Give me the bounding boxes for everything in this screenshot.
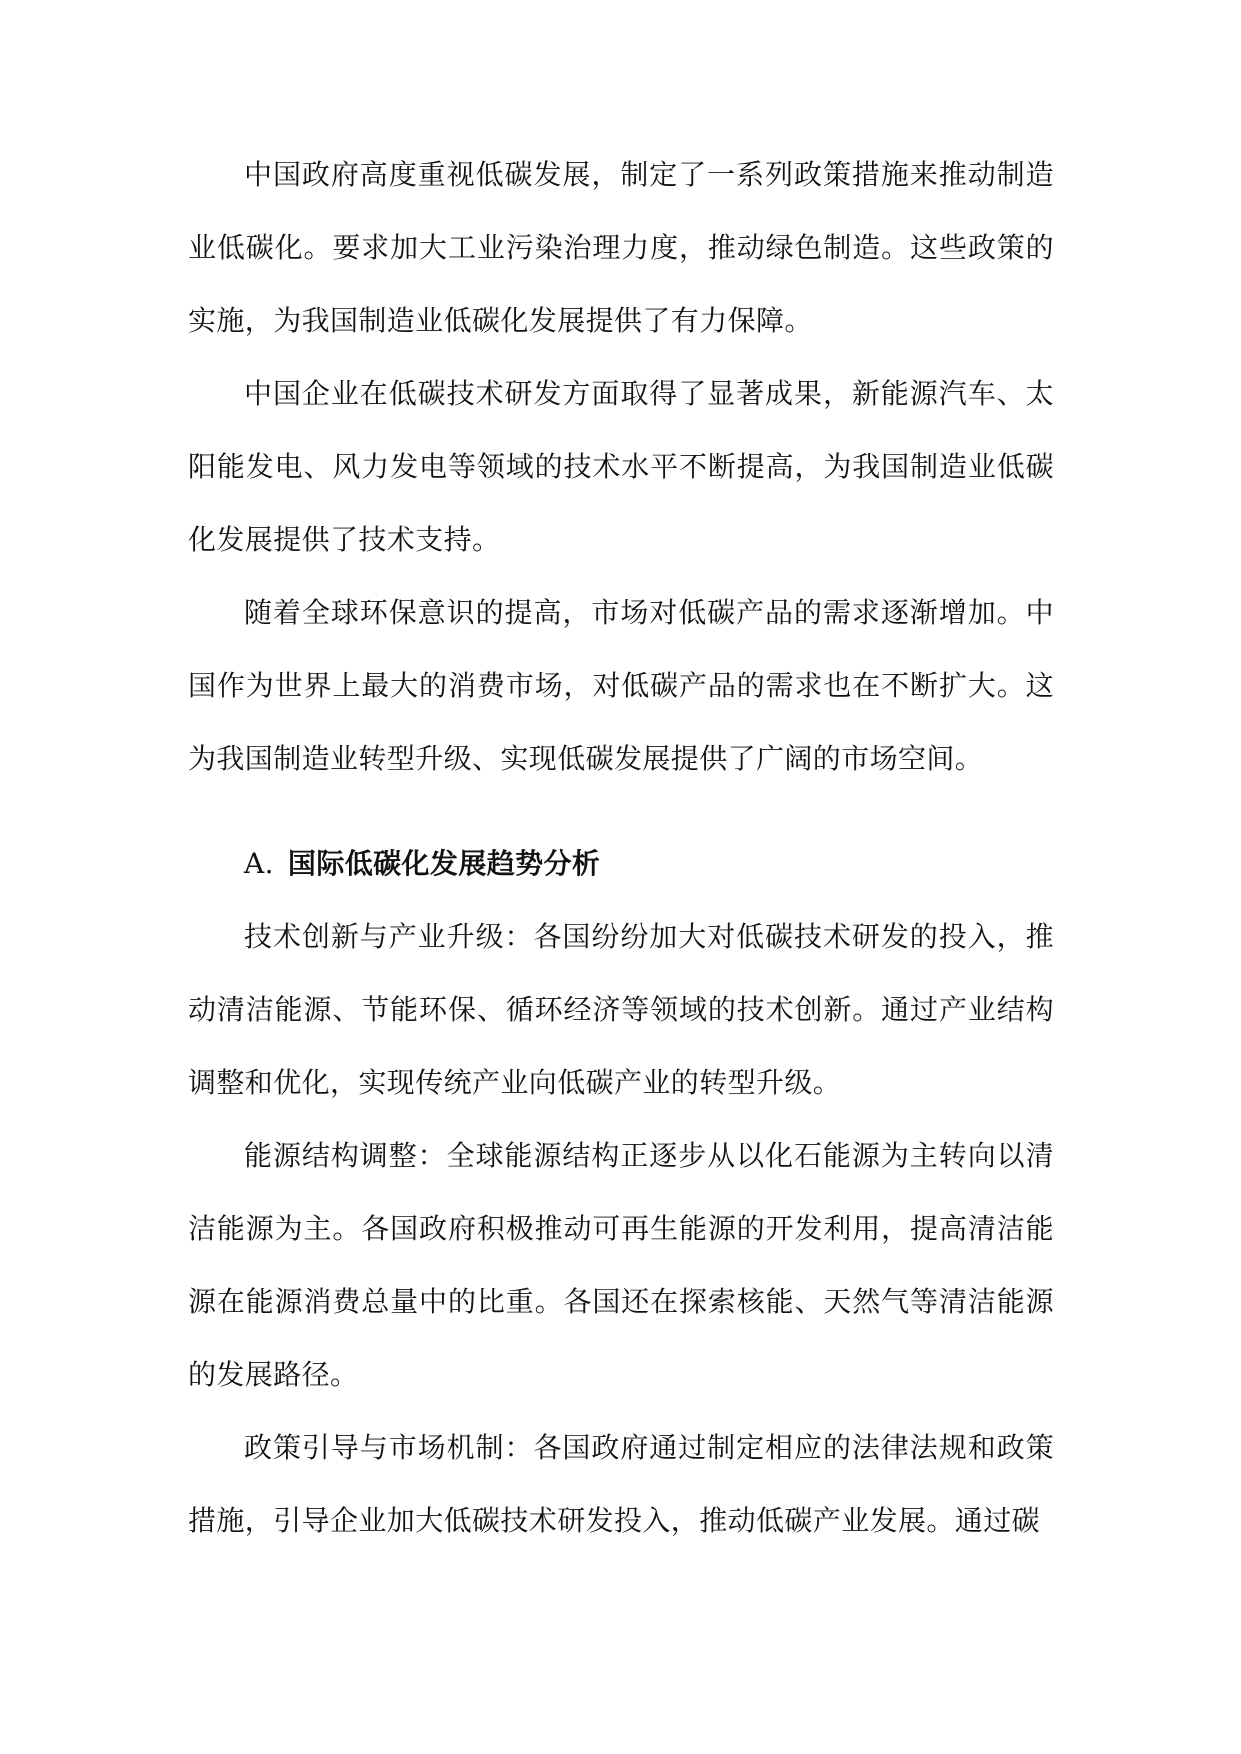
section-heading [188,827,1054,900]
paragraph-technology: 中国企业在低碳技术研发方面取得了显著成果，新能源汽车、太阳能发电、风力发电等领域的技术水平不断提高，为我国制造业低碳化发展提供了技术支持。 [188,377,1054,556]
paragraph-innovation: 技术创新与产业升级：各国纷纷加大对低碳技术研发的投入，推动清洁能源、节能环保、循环经济等领域的技术创新。通过产业结构调整和优化，实现传统产业向低碳产业的转型升级。 [188,920,1054,1099]
section-number: A. [244,847,274,880]
paragraph-policy-guidance: 政策引导与市场机制：各国政府通过制定相应的法律法规和政策措施，引导企业加大低碳技术研发投入，推动低碳产业发展。通过碳 [188,1431,1054,1537]
paragraph-market: 随着全球环保意识的提高，市场对低碳产品的需求逐渐增加。中国作为世界上最大的消费市场，对低碳产品的需求也在不断扩大。这为我国制造业转型升级、实现低碳发展提供了广阔的市场空间。 [188,596,1054,775]
section-title: 国际低碳化发展趋势分析 [287,847,601,880]
paragraph-energy-structure: 能源结构调整：全球能源结构正逐步从以化石能源为主转向以清洁能源为主。各国政府积极推动可再生能源的开发利用，提高清洁能源在能源消费总量中的比重。各国还在探索核能、天然气等清洁能源的发展路径。 [188,1139,1054,1391]
document-body [188,138,1054,1557]
paragraph-policy: 中国政府高度重视低碳发展，制定了一系列政策措施来推动制造业低碳化。要求加大工业污染治理力度，推动绿色制造。这些政策的实施，为我国制造业低碳化发展提供了有力保障。 [188,158,1054,337]
